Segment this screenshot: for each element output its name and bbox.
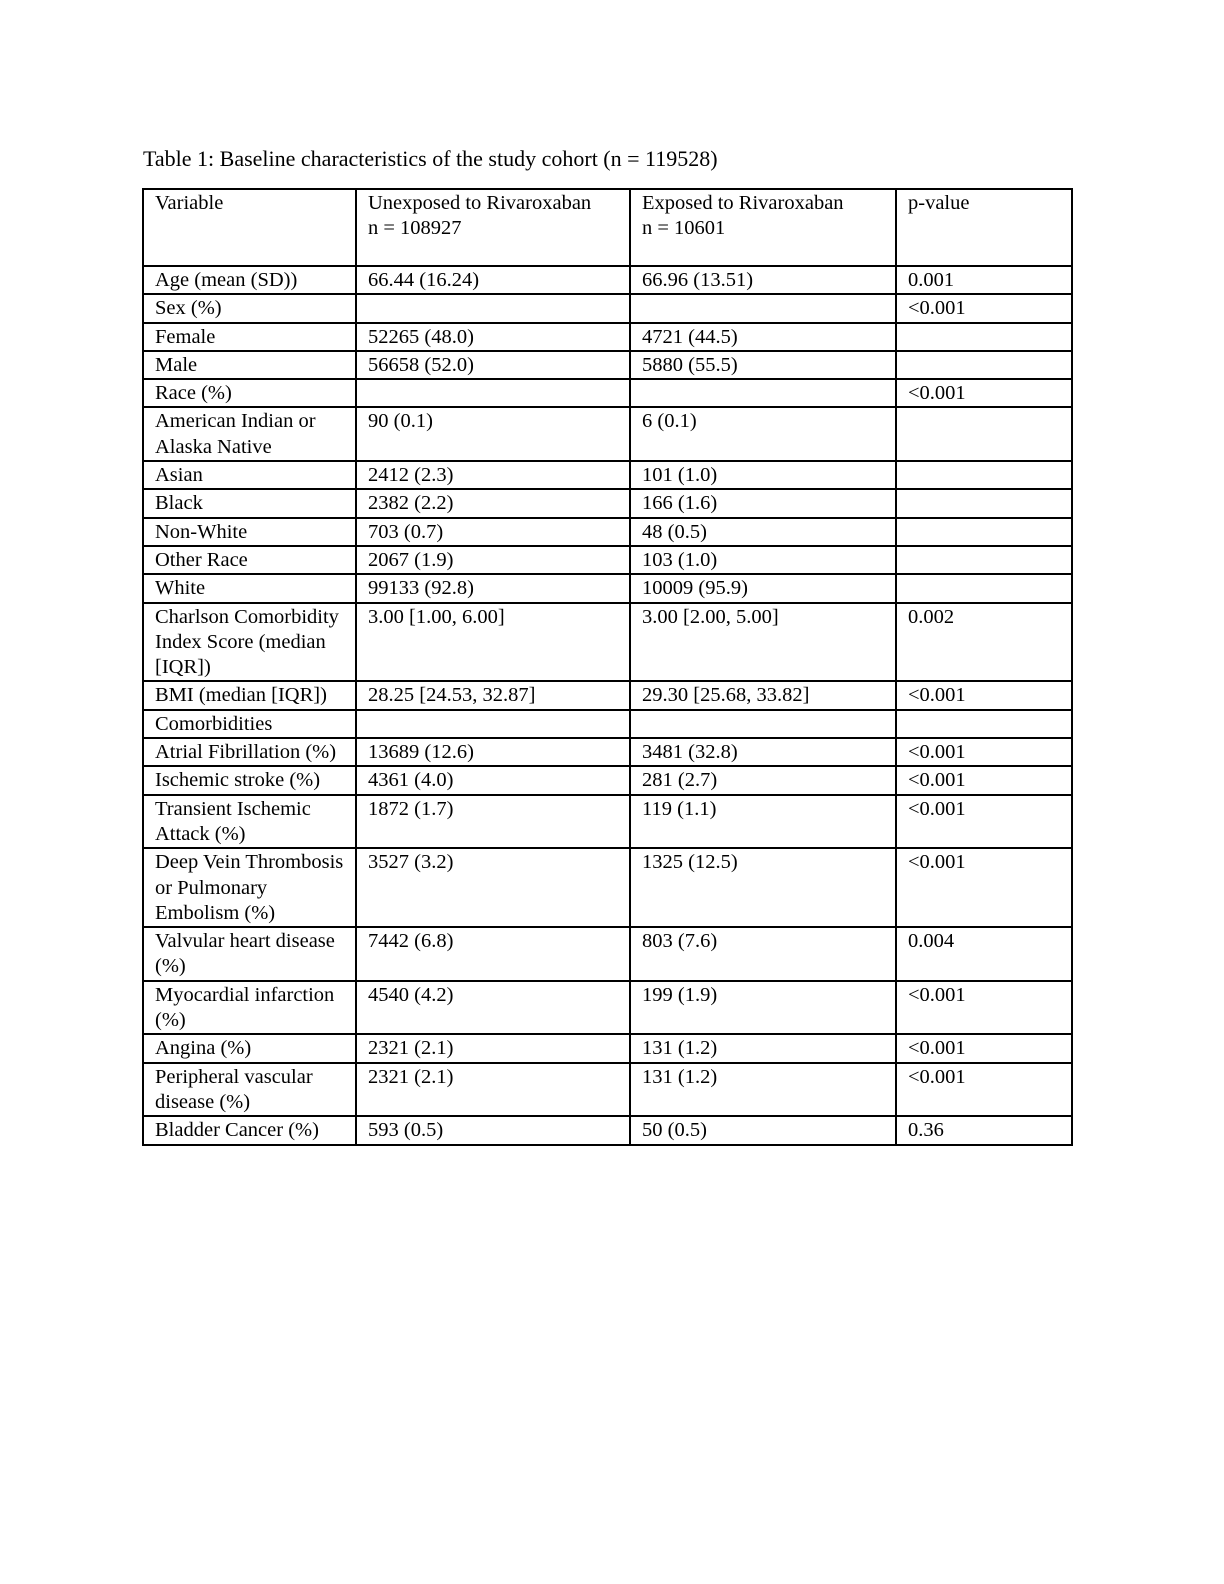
table-row-american-indian [143,407,1072,461]
cell-p-value [896,518,1072,546]
cell-exposed: 3481 (32.8) [630,738,896,766]
cell-p-value [896,407,1072,461]
table-row-white [143,574,1072,602]
table-row-black [143,489,1072,517]
cell-p-value [896,710,1072,738]
cell-p-value [896,323,1072,351]
cell-p-value: <0.001 [896,1034,1072,1062]
cell-unexposed: 2382 (2.2) [356,489,630,517]
cell-unexposed: 99133 (92.8) [356,574,630,602]
cell-variable: Male [143,351,356,379]
cell-p-value [896,546,1072,574]
table-row-race [143,379,1072,407]
cell-exposed: 10009 (95.9) [630,574,896,602]
cell-exposed: 66.96 (13.51) [630,266,896,294]
cell-variable: Female [143,323,356,351]
table-row-angina [143,1034,1072,1062]
cell-p-value: 0.001 [896,266,1072,294]
cell-p-value: <0.001 [896,848,1072,927]
cell-variable: Race (%) [143,379,356,407]
cell-unexposed: 2067 (1.9) [356,546,630,574]
cell-unexposed [356,379,630,407]
cell-exposed [630,294,896,322]
cell-exposed: 103 (1.0) [630,546,896,574]
cell-unexposed: 2412 (2.3) [356,461,630,489]
header-label: Unexposed to Rivaroxaban [368,192,592,214]
table-row-bladder-cancer [143,1116,1072,1144]
cell-p-value [896,574,1072,602]
cell-variable: Other Race [143,546,356,574]
cell-exposed: 6 (0.1) [630,407,896,461]
cell-variable: Black [143,489,356,517]
cell-variable: Non-White [143,518,356,546]
header-label: Exposed to Rivaroxaban [642,192,844,214]
cell-unexposed [356,710,630,738]
table-row-sex [143,294,1072,322]
cell-unexposed: 3527 (3.2) [356,848,630,927]
cell-exposed: 281 (2.7) [630,766,896,794]
cell-exposed: 50 (0.5) [630,1116,896,1144]
cell-exposed: 119 (1.1) [630,795,896,849]
cell-exposed: 29.30 [25.68, 33.82] [630,681,896,709]
cell-unexposed: 56658 (52.0) [356,351,630,379]
cell-variable: Peripheral vascular disease (%) [143,1063,356,1117]
table-row-valvular-heart-disease [143,927,1072,981]
cell-p-value: <0.001 [896,795,1072,849]
cell-exposed: 4721 (44.5) [630,323,896,351]
cell-p-value: <0.001 [896,294,1072,322]
table-row-dvt-pe [143,848,1072,927]
header-exposed [630,189,896,266]
cell-exposed: 166 (1.6) [630,489,896,517]
cell-unexposed: 1872 (1.7) [356,795,630,849]
cell-exposed: 48 (0.5) [630,518,896,546]
cell-unexposed: 13689 (12.6) [356,738,630,766]
table-row-atrial-fibrillation [143,738,1072,766]
cell-p-value: <0.001 [896,681,1072,709]
cell-variable: Angina (%) [143,1034,356,1062]
table-row-male [143,351,1072,379]
table-row-peripheral-vascular-disease [143,1063,1072,1117]
table-row-bmi [143,681,1072,709]
table-caption: Table 1: Baseline characteristics of the study cohort (n = 119528) [143,146,718,171]
cell-exposed: 131 (1.2) [630,1063,896,1117]
cell-unexposed: 90 (0.1) [356,407,630,461]
cell-exposed: 5880 (55.5) [630,351,896,379]
cell-unexposed [356,294,630,322]
cell-variable: White [143,574,356,602]
cell-variable: Deep Vein Thrombosis or Pulmonary Embolism (%) [143,848,356,927]
cell-exposed: 1325 (12.5) [630,848,896,927]
cell-p-value [896,351,1072,379]
table-row-myocardial-infarction [143,981,1072,1035]
cell-unexposed: 4540 (4.2) [356,981,630,1035]
baseline-characteristics-table [142,188,1073,1146]
cell-variable: Age (mean (SD)) [143,266,356,294]
cell-variable: Charlson Comorbidity Index Score (median [IQR]) [143,603,356,682]
cell-p-value: <0.001 [896,981,1072,1035]
cell-unexposed: 2321 (2.1) [356,1063,630,1117]
cell-exposed [630,379,896,407]
table-row-comorbidities [143,710,1072,738]
cell-exposed: 131 (1.2) [630,1034,896,1062]
cell-p-value [896,461,1072,489]
cell-unexposed: 7442 (6.8) [356,927,630,981]
header-label: Variable [155,192,224,214]
table-row-charlson-index [143,603,1072,682]
table-row-transient-ischemic-attack [143,795,1072,849]
cell-variable: Bladder Cancer (%) [143,1116,356,1144]
table-row-non-white [143,518,1072,546]
cell-p-value: <0.001 [896,766,1072,794]
table-row-female [143,323,1072,351]
table-header-row [143,189,1072,266]
header-sample-size: n = 108927 [368,217,462,240]
cell-p-value: <0.001 [896,1063,1072,1117]
cell-unexposed: 66.44 (16.24) [356,266,630,294]
cell-exposed: 199 (1.9) [630,981,896,1035]
cell-p-value: 0.36 [896,1116,1072,1144]
cell-variable: Atrial Fibrillation (%) [143,738,356,766]
header-p-value [896,189,1072,266]
cell-unexposed: 593 (0.5) [356,1116,630,1144]
cell-p-value: <0.001 [896,379,1072,407]
table-row-ischemic-stroke [143,766,1072,794]
cell-variable: Transient Ischemic Attack (%) [143,795,356,849]
cell-variable: Valvular heart disease (%) [143,927,356,981]
header-unexposed [356,189,630,266]
cell-variable: Comorbidities [143,710,356,738]
cell-exposed: 803 (7.6) [630,927,896,981]
cell-p-value [896,489,1072,517]
table-row-asian [143,461,1072,489]
cell-p-value: 0.002 [896,603,1072,682]
cell-variable: Myocardial infarction (%) [143,981,356,1035]
cell-unexposed: 4361 (4.0) [356,766,630,794]
cell-unexposed: 703 (0.7) [356,518,630,546]
cell-variable: BMI (median [IQR]) [143,681,356,709]
cell-unexposed: 3.00 [1.00, 6.00] [356,603,630,682]
cell-exposed: 3.00 [2.00, 5.00] [630,603,896,682]
cell-unexposed: 2321 (2.1) [356,1034,630,1062]
header-label: p-value [908,192,970,214]
cell-variable: American Indian or Alaska Native [143,407,356,461]
cell-unexposed: 28.25 [24.53, 32.87] [356,681,630,709]
cell-exposed [630,710,896,738]
header-sample-size: n = 10601 [642,217,726,240]
cell-variable: Ischemic stroke (%) [143,766,356,794]
cell-exposed: 101 (1.0) [630,461,896,489]
header-variable [143,189,356,266]
cell-variable: Asian [143,461,356,489]
table-row-other-race [143,546,1072,574]
cell-unexposed: 52265 (48.0) [356,323,630,351]
cell-p-value: 0.004 [896,927,1072,981]
table-row-age [143,266,1072,294]
cell-variable: Sex (%) [143,294,356,322]
cell-p-value: <0.001 [896,738,1072,766]
